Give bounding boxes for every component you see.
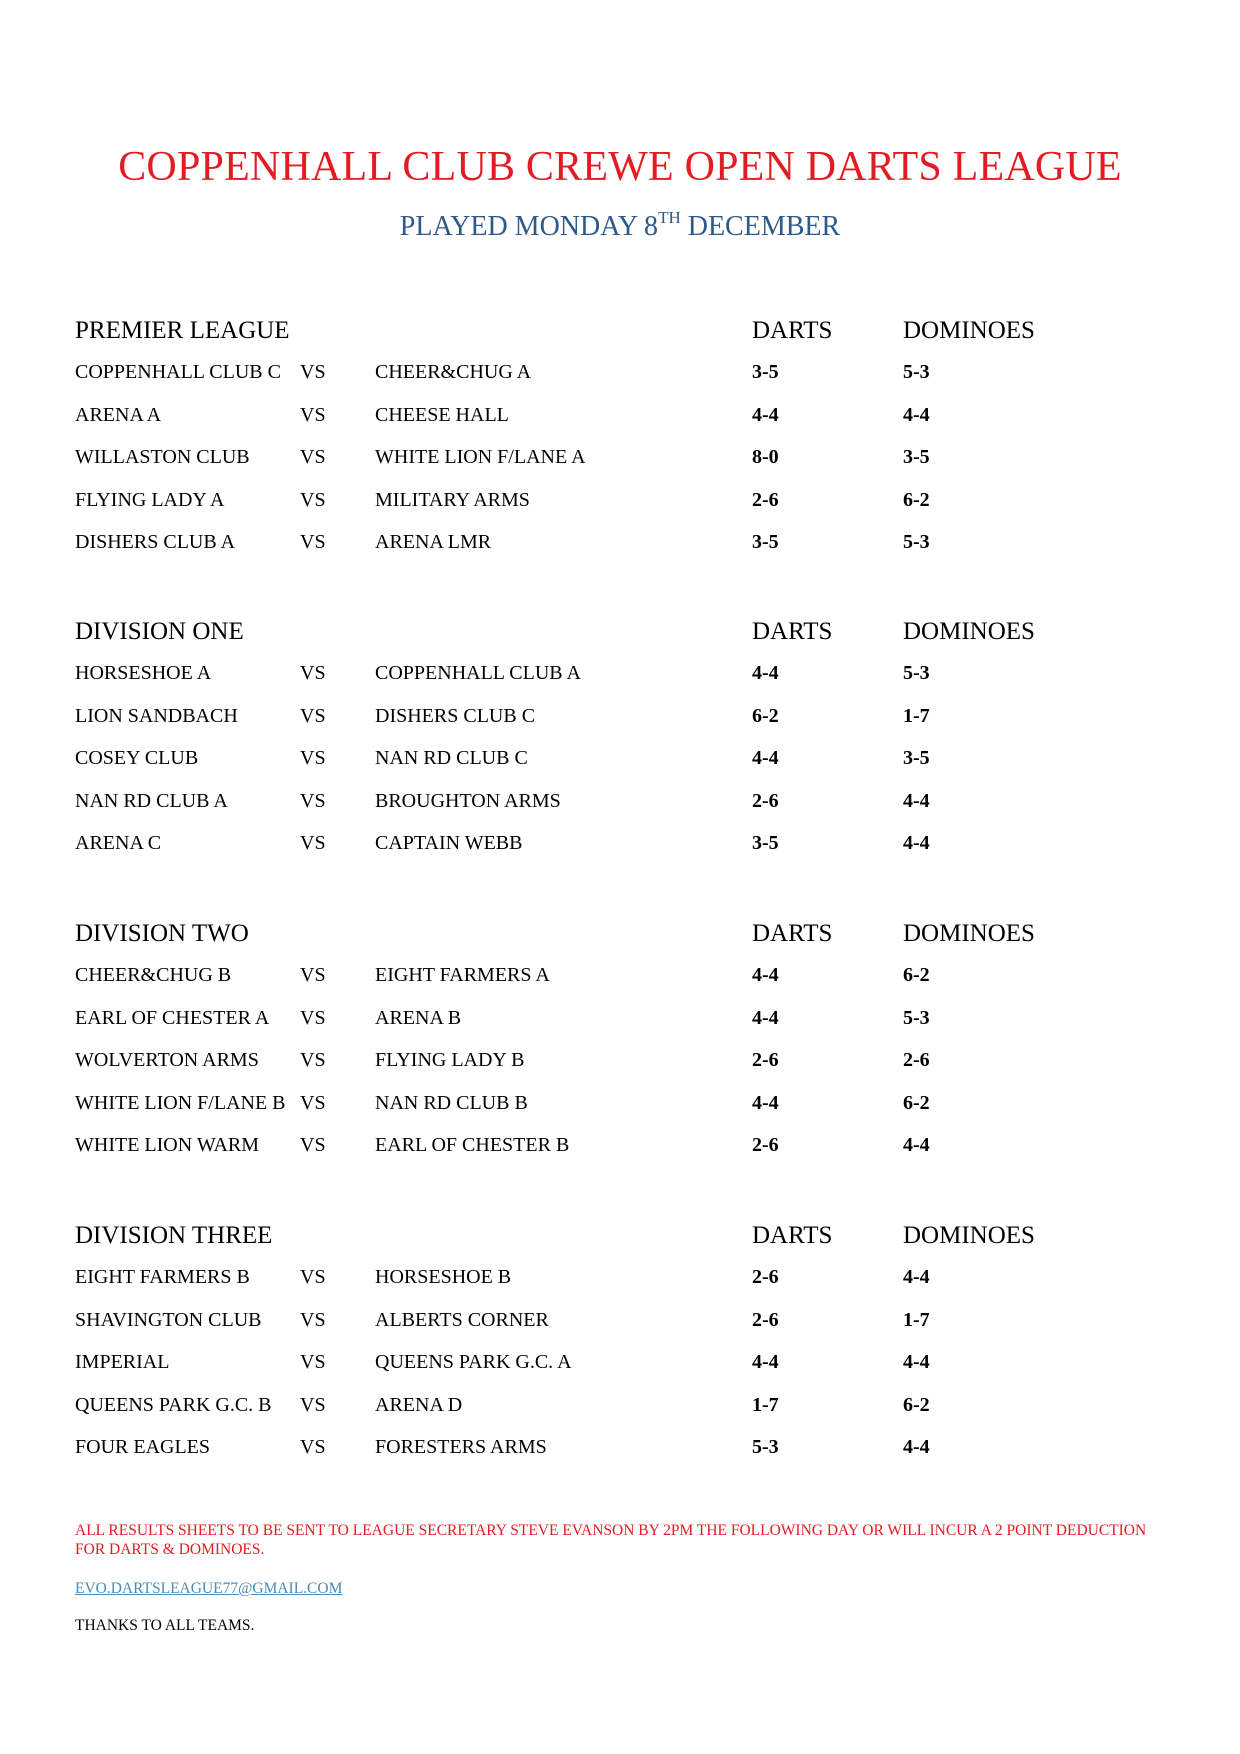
- away-team: COPPENHALL CLUB A: [375, 662, 581, 684]
- darts-score: 4-4: [752, 1091, 779, 1114]
- away-team: CHEER&CHUG A: [375, 361, 532, 383]
- darts-score: 4-4: [752, 403, 779, 426]
- vs-label: VS: [300, 1091, 326, 1114]
- darts-score: 3-5: [752, 361, 779, 383]
- section-header: [75, 317, 1175, 351]
- section-title: DIVISION THREE: [75, 1222, 273, 1249]
- vs-label: VS: [300, 964, 326, 986]
- vs-label: VS: [300, 704, 326, 727]
- vs-label: VS: [300, 1436, 326, 1458]
- secretary-email-link[interactable]: EVO.DARTSLEAGUE77@GMAIL.COM: [75, 1580, 343, 1597]
- page-subtitle: [0, 208, 1240, 243]
- vs-label: VS: [300, 1006, 326, 1029]
- away-team: NAN RD CLUB B: [375, 1091, 528, 1114]
- match-row: [75, 964, 1175, 994]
- home-team: EARL OF CHESTER A: [75, 1006, 270, 1029]
- darts-score: 3-5: [752, 531, 779, 553]
- vs-label: VS: [300, 1351, 326, 1373]
- home-team: QUEENS PARK G.C. B: [75, 1393, 272, 1416]
- section-title: PREMIER LEAGUE: [75, 317, 290, 344]
- vs-label: VS: [300, 531, 326, 553]
- match-row: [75, 747, 1175, 777]
- home-team: CHEER&CHUG B: [75, 964, 232, 986]
- match-row: [75, 1092, 1175, 1122]
- darts-score: 2-6: [752, 789, 779, 812]
- match-row: [75, 1266, 1175, 1296]
- darts-score: 2-6: [752, 1308, 779, 1331]
- dominoes-score: 1-7: [903, 1308, 930, 1331]
- match-row: [75, 1049, 1175, 1079]
- match-row: [75, 662, 1175, 692]
- section-header: [75, 920, 1175, 954]
- dominoes-score: 5-3: [903, 662, 930, 684]
- dominoes-score: 5-3: [903, 361, 930, 383]
- home-team: ARENA C: [75, 832, 162, 854]
- page-title: COPPENHALL CLUB CREWE OPEN DARTS LEAGUE: [118, 144, 1122, 190]
- away-team: NAN RD CLUB C: [375, 747, 528, 769]
- home-team: WHITE LION F/LANE B: [75, 1091, 286, 1114]
- vs-label: VS: [300, 1134, 326, 1156]
- dominoes-score: 4-4: [903, 1436, 930, 1458]
- vs-label: VS: [300, 832, 326, 854]
- match-row: [75, 1394, 1175, 1424]
- section-header: [75, 618, 1175, 652]
- darts-score: 3-5: [752, 832, 779, 854]
- section-header: [75, 1222, 1175, 1256]
- match-row: [75, 1007, 1175, 1037]
- vs-label: VS: [300, 446, 326, 468]
- dominoes-score: 6-2: [903, 1091, 930, 1114]
- dominoes-score: 4-4: [903, 832, 930, 854]
- vs-label: VS: [300, 1393, 326, 1416]
- home-team: COSEY CLUB: [75, 747, 199, 769]
- away-team: ARENA LMR: [375, 531, 492, 553]
- match-row: [75, 790, 1175, 820]
- darts-score: 5-3: [752, 1436, 779, 1458]
- home-team: WOLVERTON ARMS: [75, 1049, 259, 1071]
- home-team: WHITE LION WARM: [75, 1134, 260, 1156]
- dominoes-score: 2-6: [903, 1049, 930, 1071]
- dominoes-score: 4-4: [903, 1134, 930, 1156]
- away-team: CHEESE HALL: [375, 403, 509, 426]
- vs-label: VS: [300, 403, 326, 426]
- match-row: [75, 1134, 1175, 1164]
- darts-score: 2-6: [752, 488, 779, 511]
- vs-label: VS: [300, 361, 326, 383]
- dominoes-column-header: DOMINOES: [903, 1222, 1035, 1249]
- dominoes-column-header: DOMINOES: [903, 317, 1035, 344]
- darts-score: 1-7: [752, 1393, 779, 1416]
- vs-label: VS: [300, 1266, 326, 1288]
- dominoes-column-header: DOMINOES: [903, 920, 1035, 947]
- home-team: DISHERS CLUB A: [75, 531, 236, 553]
- vs-label: VS: [300, 1308, 326, 1331]
- home-team: EIGHT FARMERS B: [75, 1266, 250, 1288]
- dominoes-score: 3-5: [903, 747, 930, 769]
- away-team: FORESTERS ARMS: [375, 1436, 547, 1458]
- darts-column-header: DARTS: [752, 618, 833, 645]
- vs-label: VS: [300, 747, 326, 769]
- darts-score: 2-6: [752, 1134, 779, 1156]
- dominoes-column-header: DOMINOES: [903, 618, 1035, 645]
- home-team: LION SANDBACH: [75, 704, 238, 727]
- home-team: WILLASTON CLUB: [75, 446, 250, 468]
- match-row: [75, 1436, 1175, 1466]
- results-notice: ALL RESULTS SHEETS TO BE SENT TO LEAGUE SECRETARY STEVE EVANSON BY 2PM THE FOLLOWING DAY OR WILL INCUR A 2 POINT DEDUCTION FOR DARTS & DOMINOES.: [75, 1522, 1147, 1558]
- home-team: FLYING LADY A: [75, 488, 225, 511]
- thanks-note: THANKS TO ALL TEAMS.: [75, 1617, 255, 1634]
- match-row: [75, 489, 1175, 519]
- darts-score: 4-4: [752, 964, 779, 986]
- darts-score: 6-2: [752, 704, 779, 727]
- darts-score: 4-4: [752, 1006, 779, 1029]
- home-team: HORSESHOE A: [75, 662, 212, 684]
- away-team: HORSESHOE B: [375, 1266, 512, 1288]
- darts-column-header: DARTS: [752, 920, 833, 947]
- match-row: [75, 531, 1175, 561]
- dominoes-score: 1-7: [903, 704, 930, 727]
- match-row: [75, 446, 1175, 476]
- dominoes-score: 6-2: [903, 1393, 930, 1416]
- home-team: FOUR EAGLES: [75, 1436, 211, 1458]
- darts-score: 2-6: [752, 1266, 779, 1288]
- away-team: ALBERTS CORNER: [375, 1308, 549, 1331]
- dominoes-score: 3-5: [903, 446, 930, 468]
- away-team: DISHERS CLUB C: [375, 704, 536, 727]
- home-team: SHAVINGTON CLUB: [75, 1308, 262, 1331]
- darts-score: 2-6: [752, 1049, 779, 1071]
- away-team: CAPTAIN WEBB: [375, 832, 523, 854]
- home-team: IMPERIAL: [75, 1351, 170, 1373]
- dominoes-score: 5-3: [903, 1006, 930, 1029]
- darts-score: 4-4: [752, 662, 779, 684]
- match-row: [75, 1309, 1175, 1339]
- dominoes-score: 5-3: [903, 531, 930, 553]
- match-row: [75, 1351, 1175, 1381]
- dominoes-score: 6-2: [903, 488, 930, 511]
- home-team: COPPENHALL CLUB C: [75, 361, 281, 383]
- dominoes-score: 4-4: [903, 403, 930, 426]
- subtitle-superscript: TH: [658, 208, 681, 227]
- away-team: ARENA B: [375, 1006, 462, 1029]
- dominoes-score: 4-4: [903, 1266, 930, 1288]
- away-team: QUEENS PARK G.C. A: [375, 1351, 572, 1373]
- away-team: EIGHT FARMERS A: [375, 964, 550, 986]
- away-team: ARENA D: [375, 1393, 463, 1416]
- vs-label: VS: [300, 662, 326, 684]
- subtitle-prefix: PLAYED MONDAY 8: [399, 211, 659, 242]
- vs-label: VS: [300, 789, 326, 812]
- dominoes-score: 6-2: [903, 964, 930, 986]
- away-team: FLYING LADY B: [375, 1049, 525, 1071]
- darts-column-header: DARTS: [752, 1222, 833, 1249]
- home-team: NAN RD CLUB A: [75, 789, 228, 812]
- dominoes-score: 4-4: [903, 1351, 930, 1373]
- home-team: ARENA A: [75, 403, 162, 426]
- match-row: [75, 832, 1175, 862]
- away-team: BROUGHTON ARMS: [375, 789, 561, 812]
- away-team: WHITE LION F/LANE A: [375, 446, 586, 468]
- away-team: MILITARY ARMS: [375, 488, 530, 511]
- vs-label: VS: [300, 1049, 326, 1071]
- darts-score: 8-0: [752, 446, 779, 468]
- darts-score: 4-4: [752, 747, 779, 769]
- away-team: EARL OF CHESTER B: [375, 1134, 570, 1156]
- match-row: [75, 705, 1175, 735]
- darts-column-header: DARTS: [752, 317, 833, 344]
- section-title: DIVISION TWO: [75, 920, 249, 947]
- darts-score: 4-4: [752, 1351, 779, 1373]
- match-row: [75, 404, 1175, 434]
- dominoes-score: 4-4: [903, 789, 930, 812]
- section-title: DIVISION ONE: [75, 618, 244, 645]
- subtitle-suffix: DECEMBER: [680, 211, 841, 242]
- match-row: [75, 361, 1175, 391]
- vs-label: VS: [300, 488, 326, 511]
